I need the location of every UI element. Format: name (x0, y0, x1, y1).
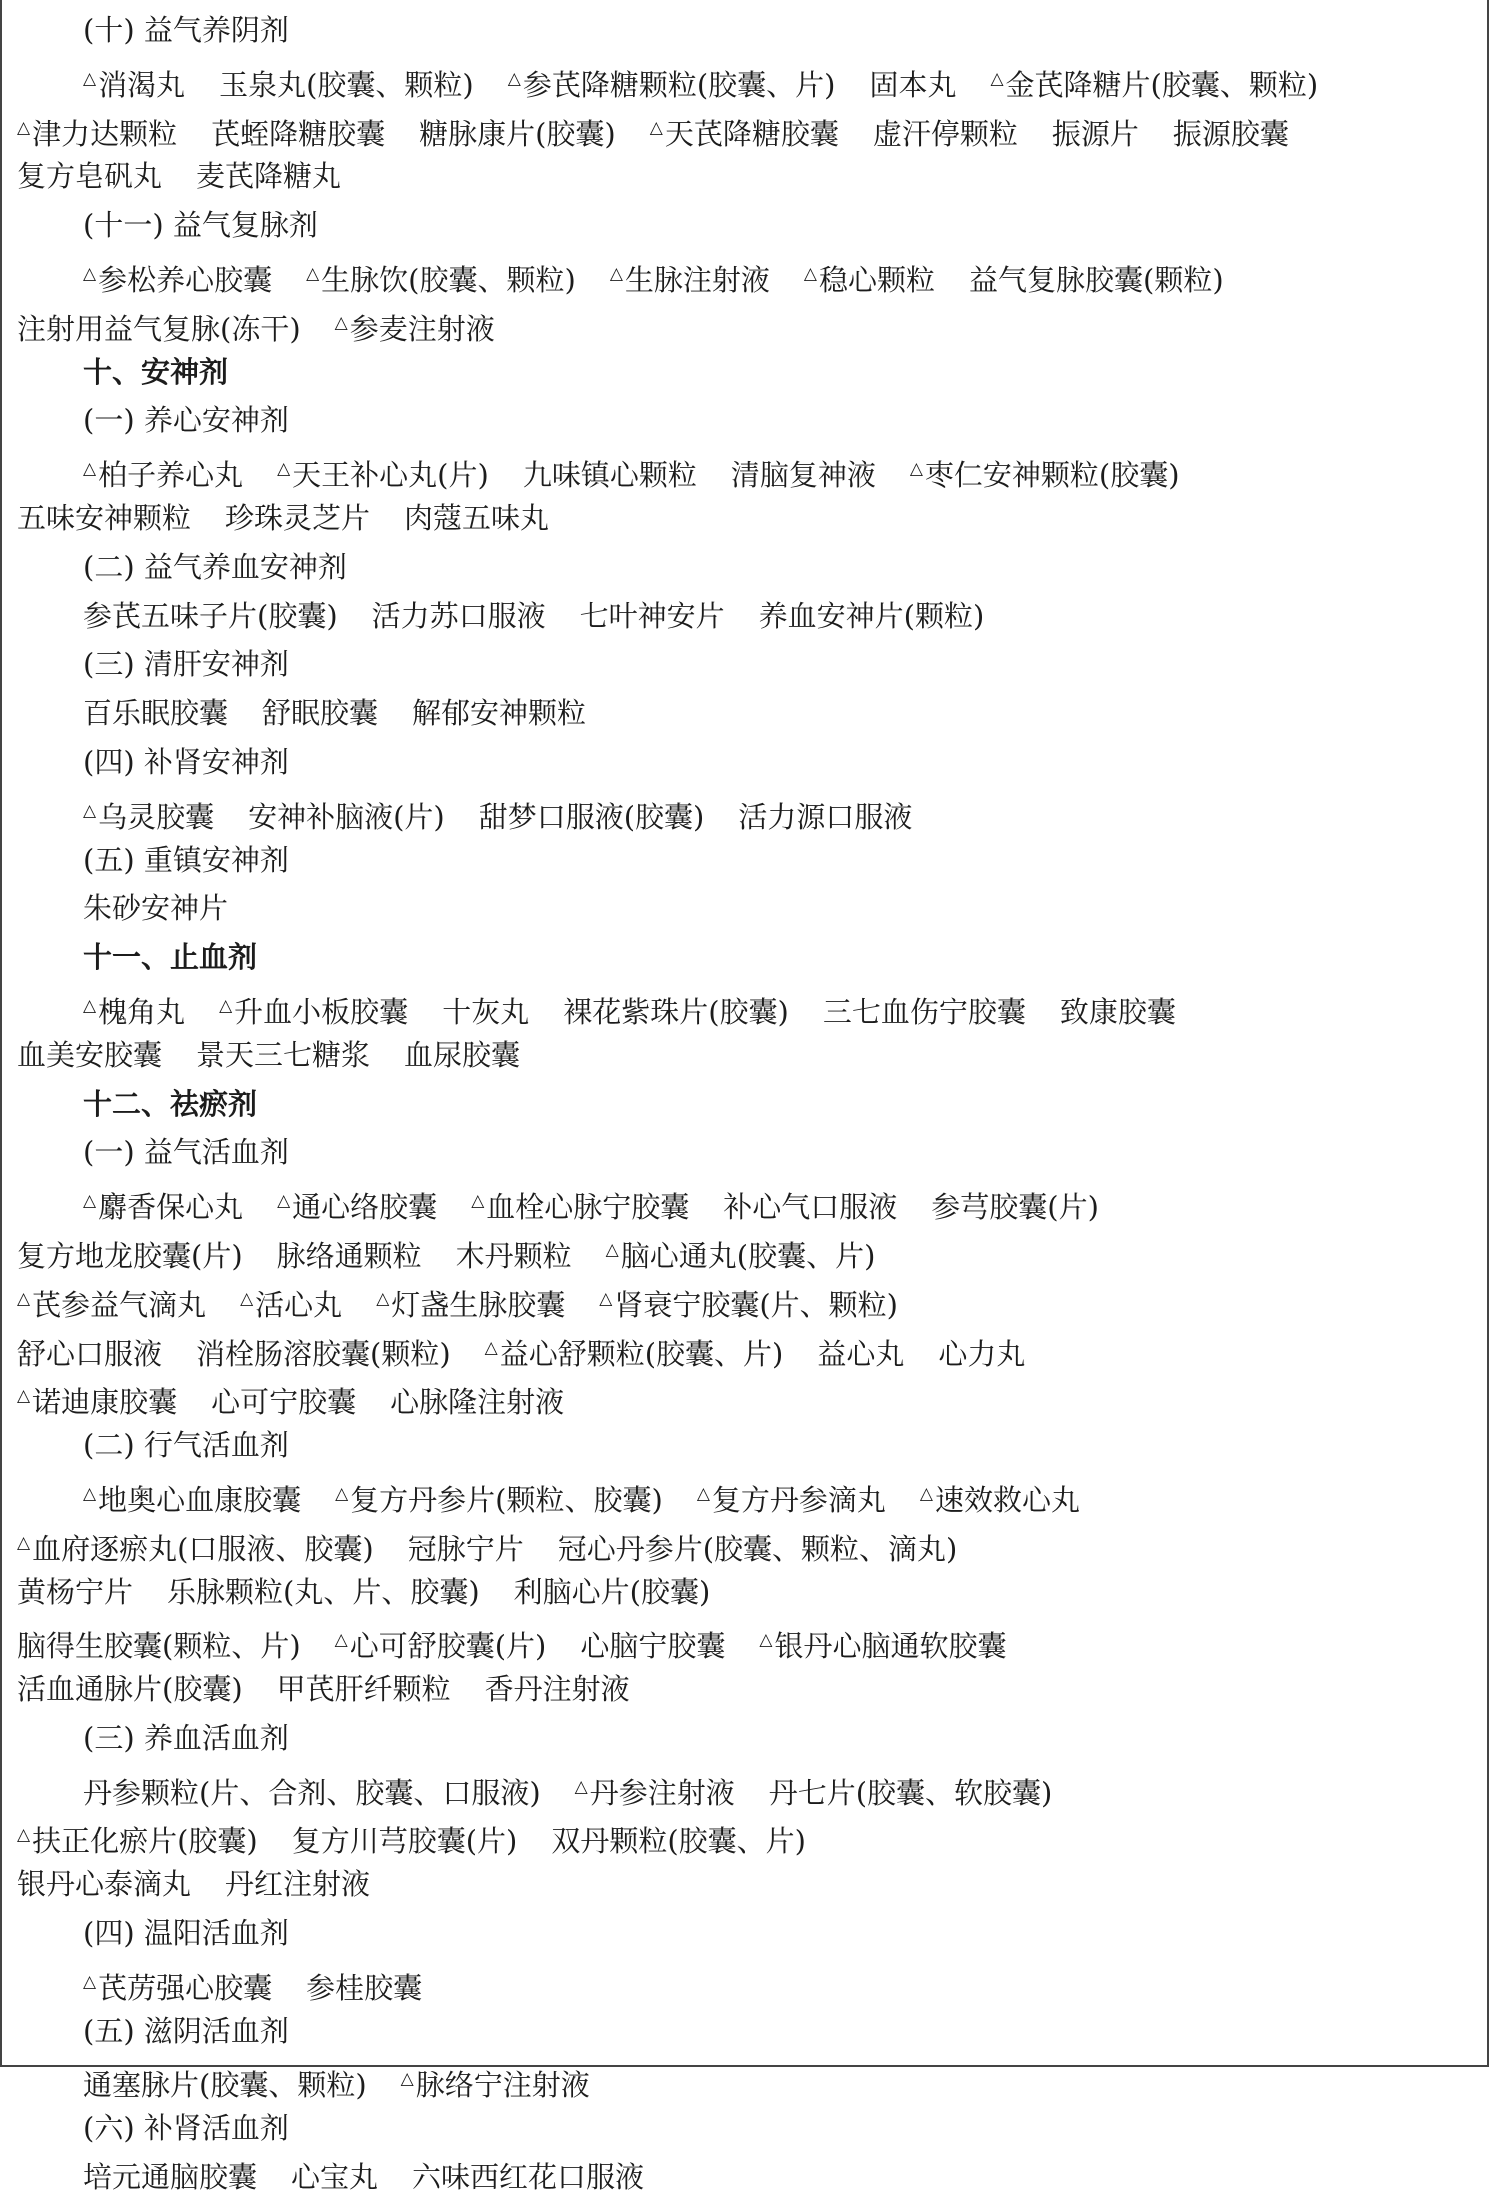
list-item: 活力源口服液 (738, 799, 913, 834)
list-item: 补心气口服液 (723, 1190, 898, 1225)
list-item: 糖脉康片(胶囊) (419, 116, 616, 151)
list-item: 朱砂安神片 (83, 891, 229, 926)
subheading: (六) 补肾活血剂 (83, 2111, 289, 2146)
list-item: 活力苏口服液 (371, 598, 546, 633)
list-item: 复方川芎胶囊(片) (291, 1824, 518, 1859)
item-line (17, 152, 1473, 201)
triangle-mark-icon: △ (83, 800, 97, 821)
triangle-mark-icon: △ (609, 263, 623, 284)
subheading: (四) 温阳活血剂 (83, 1916, 289, 1951)
list-item: 活血通脉片(胶囊) (17, 1672, 243, 1707)
list-item: 裸花紫珠片(胶囊) (563, 994, 789, 1029)
list-item: △槐角丸 (83, 994, 186, 1029)
item-line (17, 1860, 1473, 1909)
list-item: 芪蛭降糖胶囊 (211, 116, 386, 151)
item-line (17, 1031, 1473, 1080)
item-line (17, 1177, 1473, 1226)
item-line (17, 250, 1473, 299)
list-item: 注射用益气复脉(冻干) (17, 311, 301, 346)
list-item: △柏子养心丸 (83, 458, 244, 493)
triangle-mark-icon: △ (334, 1630, 348, 1651)
item-line (17, 1665, 1473, 1714)
list-item: 麦芪降糖丸 (196, 159, 342, 194)
triangle-mark-icon: △ (376, 1288, 390, 1309)
triangle-mark-icon: △ (17, 117, 31, 138)
item-line (17, 1324, 1473, 1373)
list-item: △津力达颗粒 (17, 116, 178, 151)
triangle-mark-icon: △ (599, 1288, 613, 1309)
item-line (17, 1275, 1473, 1324)
list-item: 养血安神片(颗粒) (758, 598, 985, 633)
list-item: 五味安神颗粒 (17, 500, 192, 535)
list-item: 心可宁胶囊 (211, 1385, 357, 1420)
item-line (17, 2055, 1473, 2104)
list-item: △脉络宁注射液 (400, 2068, 590, 2103)
list-item: 脉络通颗粒 (276, 1238, 422, 1273)
subheading: (一) 益气活血剂 (83, 1135, 289, 1170)
list-item: 丹七片(胶囊、软胶囊) (768, 1775, 1053, 1810)
item-line (17, 982, 1473, 1031)
triangle-mark-icon: △ (803, 263, 817, 284)
list-item: 清脑复神液 (730, 458, 876, 493)
subheading: (五) 滋阴活血剂 (83, 2013, 289, 2048)
list-item: 银丹心泰滴丸 (17, 1867, 192, 1902)
list-item: 参芪五味子片(胶囊) (83, 598, 338, 633)
list-item: 安神补脑液(片) (248, 799, 445, 834)
list-item: △复方丹参片(颗粒、胶囊) (335, 1482, 663, 1517)
list-item: 脑得生胶囊(颗粒、片) (17, 1629, 301, 1664)
triangle-mark-icon: △ (471, 1191, 485, 1212)
triangle-mark-icon: △ (696, 1483, 710, 1504)
list-item: 复方地龙胶囊(片) (17, 1238, 243, 1273)
list-item: △速效救心丸 (919, 1482, 1080, 1517)
list-item: △诺迪康胶囊 (17, 1385, 178, 1420)
list-item: 虚汗停颗粒 (872, 116, 1018, 151)
list-item: 心脉隆注射液 (390, 1385, 565, 1420)
triangle-mark-icon: △ (17, 1825, 31, 1846)
list-item: 冠心丹参片(胶囊、颗粒、滴丸) (557, 1531, 958, 1566)
triangle-mark-icon: △ (83, 1971, 97, 1992)
subheading: (十一) 益气复脉剂 (83, 208, 318, 243)
triangle-mark-icon: △ (17, 1386, 31, 1407)
subheading: (十) 益气养阴剂 (83, 13, 289, 47)
list-item: △天王补心丸(片) (277, 458, 489, 493)
subheading: (一) 养心安神剂 (83, 403, 289, 438)
item-line (17, 787, 1473, 836)
list-item: 血尿胶囊 (404, 1037, 521, 1072)
list-item: 心宝丸 (291, 2160, 379, 2195)
triangle-mark-icon: △ (240, 1288, 254, 1309)
subheading: (二) 益气养血安神剂 (83, 549, 347, 584)
list-item: 百乐眠胶囊 (83, 696, 229, 731)
list-item: △通心络胶囊 (277, 1190, 438, 1225)
list-item: 固本丸 (869, 67, 957, 102)
item-line (17, 2153, 1473, 2202)
list-item: △天芪降糖胶囊 (649, 116, 839, 151)
list-item: △参麦注射液 (334, 311, 495, 346)
list-item: 振源片 (1051, 116, 1139, 151)
item-line (17, 1616, 1473, 1665)
list-item: 黄杨宁片 (17, 1574, 134, 1609)
list-item: 心脑宁胶囊 (580, 1629, 726, 1664)
triangle-mark-icon: △ (277, 1191, 291, 1212)
triangle-mark-icon: △ (17, 1532, 31, 1553)
list-item: 参芎胶囊(片) (931, 1190, 1099, 1225)
section-heading: 十、安神剂 (83, 354, 229, 389)
list-item: 培元通脑胶囊 (83, 2160, 258, 2195)
list-item: △灯盏生脉胶囊 (376, 1287, 566, 1322)
triangle-mark-icon: △ (759, 1630, 773, 1651)
item-line (17, 445, 1473, 494)
list-item: 九味镇心颗粒 (522, 458, 697, 493)
subheading: (五) 重镇安神剂 (83, 842, 289, 877)
item-line (17, 1226, 1473, 1275)
list-item: 珍珠灵芝片 (225, 500, 371, 535)
item-line (17, 1958, 1473, 2007)
list-item: 景天三七糖浆 (196, 1037, 371, 1072)
item-line (17, 299, 1473, 348)
item-line (17, 1568, 1473, 1617)
list-item: 舒眠胶囊 (262, 696, 379, 731)
list-item: △银丹心脑通软胶囊 (759, 1629, 1007, 1664)
list-item: 复方皂矾丸 (17, 159, 163, 194)
list-item: △地奥心血康胶囊 (83, 1482, 302, 1517)
list-item: 心力丸 (938, 1336, 1026, 1371)
triangle-mark-icon: △ (83, 459, 97, 480)
triangle-mark-icon: △ (919, 1483, 933, 1504)
triangle-mark-icon: △ (605, 1239, 619, 1260)
list-item: 丹红注射液 (225, 1867, 371, 1902)
list-item: △心可舒胶囊(片) (334, 1629, 547, 1664)
item-line (17, 592, 1473, 641)
triangle-mark-icon: △ (649, 117, 663, 138)
triangle-mark-icon: △ (83, 995, 97, 1016)
list-item: △活心丸 (240, 1287, 343, 1322)
triangle-mark-icon: △ (400, 2069, 414, 2090)
item-line (17, 1470, 1473, 1519)
list-item: 舒心口服液 (17, 1336, 163, 1371)
list-item: 三七血伤宁胶囊 (822, 994, 1026, 1029)
list-item: 木丹颗粒 (455, 1238, 572, 1273)
item-line (17, 55, 1473, 104)
list-item: 益气复脉胶囊(颗粒) (969, 262, 1224, 297)
triangle-mark-icon: △ (219, 995, 233, 1016)
list-item: 玉泉丸(胶囊、颗粒) (219, 67, 474, 102)
list-item: △芪苈强心胶囊 (83, 1970, 273, 2005)
list-item: 参桂胶囊 (306, 1970, 423, 2005)
triangle-mark-icon: △ (83, 1483, 97, 1504)
triangle-mark-icon: △ (17, 1288, 31, 1309)
item-line (17, 1372, 1473, 1421)
list-item: 益心丸 (817, 1336, 905, 1371)
list-item: 香丹注射液 (484, 1672, 630, 1707)
triangle-mark-icon: △ (334, 312, 348, 333)
list-item: △脑心通丸(胶囊、片) (605, 1238, 876, 1273)
list-item: △金芪降糖片(胶囊、颗粒) (990, 67, 1319, 102)
item-line (17, 104, 1473, 153)
list-item: △血栓心脉宁胶囊 (471, 1190, 690, 1225)
list-item: △生脉饮(胶囊、颗粒) (306, 262, 576, 297)
section-heading: 十二、祛瘀剂 (83, 1086, 258, 1121)
triangle-mark-icon: △ (306, 263, 320, 284)
item-line (17, 689, 1473, 738)
item-line (17, 884, 1473, 933)
list-item: 七叶神安片 (579, 598, 725, 633)
triangle-mark-icon: △ (507, 68, 521, 89)
triangle-mark-icon: △ (83, 263, 97, 284)
item-line (17, 494, 1473, 543)
list-item: 甜梦口服液(胶囊) (478, 799, 705, 834)
list-item: 十灰丸 (442, 994, 530, 1029)
list-item: △扶正化瘀片(胶囊) (17, 1824, 258, 1859)
list-item: △芪参益气滴丸 (17, 1287, 207, 1322)
list-item: △升血小板胶囊 (219, 994, 409, 1029)
list-item: △乌灵胶囊 (83, 799, 215, 834)
list-item: △生脉注射液 (609, 262, 770, 297)
list-item: △稳心颗粒 (803, 262, 935, 297)
subheading: (二) 行气活血剂 (83, 1428, 289, 1463)
list-item: △参芪降糖颗粒(胶囊、片) (507, 67, 836, 102)
list-item: △益心舒颗粒(胶囊、片) (484, 1336, 784, 1371)
list-item: △消渴丸 (83, 67, 186, 102)
triangle-mark-icon: △ (335, 1483, 349, 1504)
triangle-mark-icon: △ (484, 1337, 498, 1358)
triangle-mark-icon: △ (277, 459, 291, 480)
list-item: 乐脉颗粒(丸、片、胶囊) (167, 1574, 480, 1609)
list-item: 解郁安神颗粒 (412, 696, 587, 731)
section-heading: 十一、止血剂 (83, 940, 258, 975)
triangle-mark-icon: △ (574, 1776, 588, 1797)
list-item: △参松养心胶囊 (83, 262, 273, 297)
list-item: △枣仁安神颗粒(胶囊) (909, 458, 1180, 493)
list-item: 振源胶囊 (1172, 116, 1289, 151)
list-item: 冠脉宁片 (407, 1531, 524, 1566)
list-item: 利脑心片(胶囊) (513, 1574, 711, 1609)
list-item: △复方丹参滴丸 (696, 1482, 886, 1517)
item-line (17, 1763, 1473, 1812)
triangle-mark-icon: △ (83, 68, 97, 89)
triangle-mark-icon: △ (990, 68, 1004, 89)
triangle-mark-icon: △ (83, 1191, 97, 1212)
list-item: 丹参颗粒(片、合剂、胶囊、口服液) (83, 1775, 541, 1810)
list-item: 消栓肠溶胶囊(颗粒) (196, 1336, 451, 1371)
list-item: 双丹颗粒(胶囊、片) (551, 1824, 806, 1859)
item-line (17, 1519, 1473, 1568)
subheading: (三) 养血活血剂 (83, 1720, 289, 1755)
list-item: △肾衰宁胶囊(片、颗粒) (599, 1287, 898, 1322)
item-line (17, 1811, 1473, 1860)
subheading: (四) 补肾安神剂 (83, 744, 289, 779)
list-item: 六味西红花口服液 (412, 2160, 645, 2195)
list-item: 致康胶囊 (1059, 994, 1176, 1029)
list-item: 甲芪肝纤颗粒 (276, 1672, 451, 1707)
list-item: △血府逐瘀丸(口服液、胶囊) (17, 1531, 374, 1566)
list-item: △丹参注射液 (574, 1775, 735, 1810)
list-item: 通塞脉片(胶囊、颗粒) (83, 2068, 367, 2103)
triangle-mark-icon: △ (909, 459, 923, 480)
list-item: 血美安胶囊 (17, 1037, 163, 1072)
list-item: 肉蔻五味丸 (404, 500, 550, 535)
list-item: △麝香保心丸 (83, 1190, 244, 1225)
subheading: (三) 清肝安神剂 (83, 647, 289, 682)
